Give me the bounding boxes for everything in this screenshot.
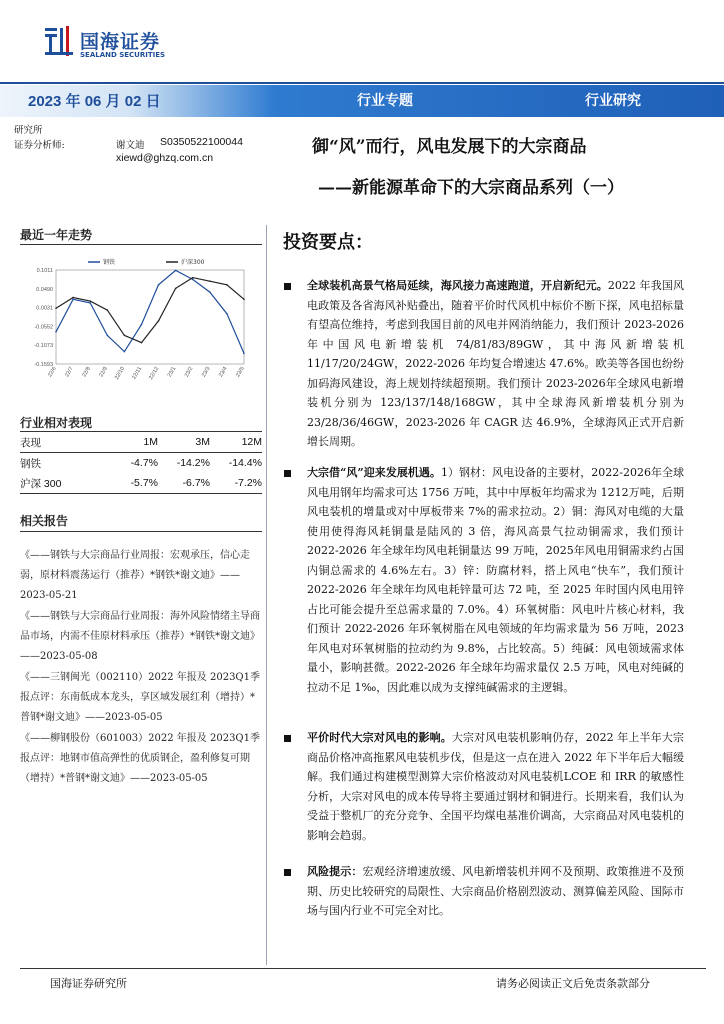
bullet-icon	[284, 869, 291, 876]
x-tick-label: 23/3	[200, 366, 212, 379]
data-point	[209, 280, 211, 282]
perf-cell: -6.7%	[182, 477, 210, 489]
perf-header-cell: 表现	[20, 436, 41, 449]
perf-cell: -14.2%	[176, 457, 210, 469]
paragraph-body: 2022 年我国风电政策及各省海风补贴叠出，随着平价时代风机中标价不断下探，风电招标量有望高位维持，考虑到我国目前的风电并网消纳能力，我们预计 2023-2026 年中国风电新增装机 74/81/83/89GW，其中海风新增装机 11/17/20/24GW，2022-2026 年均复合增速达 47.6%。欧美等各国也纷纷加码海风建设，海上规划持续超预期。我们预计 2023-2026年全球风电新增装机分别为 123/137/148/168GW，其中全球海风新增装机分别为 23/28/36/46GW，2023-2026 年 CAGR 达 46.9%，全球海风正式开启新增长周期。	[307, 279, 684, 448]
data-point	[226, 284, 228, 286]
series-line	[56, 278, 244, 343]
x-tick-label: 23/2	[183, 366, 195, 379]
trend-heading: 最近一年走势	[20, 228, 93, 242]
y-tick-label: -0.1593	[34, 362, 53, 368]
perf-cell: -4.7%	[130, 457, 158, 469]
data-point	[106, 335, 108, 337]
x-tick-label: 23/5	[235, 366, 246, 379]
column-divider	[266, 225, 267, 965]
paragraph-lead: 大宗借“风”迎来发展机遇。	[307, 466, 441, 479]
perf-header-cell: 1M	[143, 436, 158, 448]
trend-heading-rule	[20, 244, 262, 245]
company-logo	[44, 26, 184, 66]
plot-frame	[56, 270, 244, 364]
analyst-role-label: 证券分析师:	[14, 140, 65, 151]
report-category: 行业研究	[585, 93, 641, 109]
y-tick-label: -0.1073	[34, 343, 53, 350]
data-point	[192, 279, 194, 281]
data-point	[55, 331, 57, 333]
bullet-icon	[284, 470, 291, 477]
trend-chart	[20, 252, 265, 392]
investment-highlights-title: 投资要点：	[283, 232, 373, 253]
data-point	[158, 284, 160, 286]
footer-left: 国海证券研究所	[50, 977, 127, 990]
x-tick-label: 22/9	[98, 366, 110, 379]
data-point	[209, 291, 211, 293]
data-point	[175, 288, 177, 290]
related-report-title: 《——钢铁与大宗商品行业周报：宏观承压，信心走弱，原材料震荡运行（推荐）*钢铁*谢文迪》——	[20, 550, 250, 581]
report-type: 行业专题	[357, 93, 413, 109]
related-reports-list	[20, 546, 262, 789]
x-tick-label: 22/12	[148, 366, 161, 381]
org-label: 研究所	[14, 125, 43, 136]
paragraph-lead: 全球装机高景气格局延续，海风接力高速跑道，开启新纪元。	[307, 279, 608, 292]
x-tick-label: 22/10	[114, 366, 127, 381]
data-point	[192, 277, 194, 279]
related-report-title: 《——柳钢股份（601003）2022 年报及 2023Q1季报点评：地钢市值高弹性的优质钢企，盈利修复可期（增持）*普钢*谢文迪》	[20, 733, 260, 784]
x-tick-label: 23/1	[166, 366, 178, 379]
paragraph-body: 大宗对风电装机影响仍存，2022 年上半年大宗商品价格冲高拖累风电装机步伐，但是这一点在进入 2022 年下半年后大幅缓解。我们通过构建模型测算大宗价格波动对风电装机LCOE 和 IRR 的敏感性分析，大宗对风电的成本传导将主要通过钢材和铜进行。长期来看，我们认为受益于整机厂的充分竞争、全国平均煤电基准价调高，大宗商品对风电装机的影响会趋弱。	[307, 731, 684, 842]
data-point	[226, 313, 228, 315]
data-point	[106, 309, 108, 311]
data-point	[141, 324, 143, 326]
perf-table	[20, 432, 262, 494]
report-subtitle: ——新能源革命下的大宗商品系列（一）	[318, 178, 624, 198]
data-point	[72, 297, 74, 299]
table-row	[20, 453, 262, 474]
paragraph-body: 1）钢材：风电设备的主要材，2022-2026年全球风电用钢年均需求可达 1756 万吨，其中中厚板年均需求为 1212万吨，后期风电装机的增量或对中厚板带来 7%的需求拉动。2）铜：海风对电缆的大量使用使得海风耗铜量是陆风的 3 倍，海风高景气拉动铜需求，我们预计 2022-2026 年全球年均风电耗铜量达 99 万吨，2025年风电用铜需求约占国内铜总需求的 4.6%左右。3）锌：防腐材料，搭上风电“快车”，我们预计 2022-2026 年全球年均风电耗锌量可达 72 吨，至 2025 年时国内风电用锌占比可能会提升至总需求量的 7.0%。4）环氧树脂：风电叶片核心材料，我们预计 2022-2026 年环氧树脂在风电领域的年均需求量为 56 万吨，2023 年风电对环氧树脂的拉动约为 9.8%，占比较高。5）纯碱：风电领域需求体量小，影响甚微。2022-2026 年全球年均需求量仅 2.5 万吨，风电对纯碱的拉动不足 1‰，因此难以成为支撑纯碱需求的主逻辑。	[307, 466, 685, 694]
related-report-date: ——2023-05-05	[85, 712, 163, 723]
perf-header-cell: 3M	[195, 436, 210, 448]
data-point	[243, 353, 245, 355]
data-point	[55, 308, 57, 310]
highlight-paragraph	[307, 728, 684, 845]
x-tick-label: 22/11	[131, 366, 144, 381]
x-tick-label: 22/7	[64, 366, 75, 379]
logo-chinese-name: 国海证券	[80, 31, 161, 53]
related-report-date: ——2023-05-05	[130, 773, 208, 784]
related-report-item[interactable]	[20, 668, 262, 728]
x-tick-label: 22/6	[47, 366, 58, 379]
related-report-date: 2023-05-21	[20, 590, 78, 601]
paragraph-body: 宏观经济增速放缓、风电新增装机并网不及预期、政策推进不及预期、历史比较研究的局限性、大宗商品价格剧烈波动、测算偏差风险、国际市场与国内行业不可完全对比。	[307, 865, 685, 917]
highlight-paragraph	[307, 276, 684, 452]
y-tick-label: 0.1011	[36, 268, 53, 274]
bullet-icon	[284, 283, 291, 290]
risk-paragraph	[307, 862, 684, 921]
related-report-date: ——2023-05-08	[20, 651, 98, 662]
perf-cell: -14.4%	[228, 457, 262, 469]
logo-english-name: SEALAND SECURITIES	[80, 51, 166, 59]
y-tick-label: 0.0031	[36, 305, 53, 312]
bullet-icon	[284, 735, 291, 742]
related-report-item[interactable]	[20, 607, 262, 667]
table-row	[20, 473, 262, 494]
perf-table-header	[20, 432, 262, 453]
footer-disclaimer: 请务必阅读正文后免责条款部分	[496, 977, 650, 990]
analyst-email[interactable]: xiewd@ghzq.com.cn	[116, 152, 214, 164]
x-tick-label: 23/4	[218, 366, 229, 379]
perf-cell: 沪深 300	[20, 477, 62, 490]
data-point	[175, 270, 177, 272]
x-tick-label: 22/8	[81, 366, 92, 379]
data-point	[124, 351, 126, 353]
perf-heading: 行业相对表现	[20, 416, 93, 430]
data-point	[158, 320, 160, 322]
y-tick-label: -0.0552	[34, 324, 53, 331]
legend-label: 沪深300	[181, 259, 205, 266]
data-point	[124, 335, 126, 337]
report-date: 2023 年 06 月 02 日	[28, 93, 161, 110]
perf-header-cell: 12M	[241, 436, 262, 448]
analyst-cert: S0350522100044	[160, 136, 243, 148]
header-divider	[0, 82, 724, 84]
reports-heading-rule	[20, 531, 262, 532]
perf-cell: -7.2%	[234, 477, 262, 489]
related-report-title: 《——三钢闽光（002110）2022 年报及 2023Q1季报点评：东南低成本龙头，享区域发展红利（增持）*普钢*谢文迪》	[20, 672, 260, 723]
perf-cell: -5.7%	[130, 477, 158, 489]
data-point	[72, 298, 74, 300]
data-point	[89, 302, 91, 304]
related-report-title: 《——钢铁与大宗商品行业周报：海外风险情绪主导商品市场，内需不佳原材料承压（推荐）*钢铁*谢文迪》	[20, 611, 260, 642]
perf-cell: 钢铁	[20, 457, 41, 470]
report-title: 御“风”而行，风电发展下的大宗商品	[312, 137, 587, 157]
related-report-item[interactable]	[20, 546, 262, 606]
footer-divider	[20, 968, 706, 969]
reports-heading: 相关报告	[20, 514, 69, 528]
logo-mark-icon	[44, 26, 74, 58]
related-report-item[interactable]	[20, 729, 262, 789]
paragraph-lead: 平价时代大宗对风电的影响。	[307, 731, 452, 744]
highlight-paragraph	[307, 463, 684, 697]
paragraph-lead: 风险提示：	[307, 865, 363, 878]
data-point	[243, 298, 245, 300]
y-tick-label: 0.0490	[36, 286, 53, 293]
legend-label: 钢铁	[103, 259, 116, 266]
analyst-name: 谢文迪	[116, 140, 145, 151]
data-point	[89, 300, 91, 302]
data-point	[141, 342, 143, 344]
